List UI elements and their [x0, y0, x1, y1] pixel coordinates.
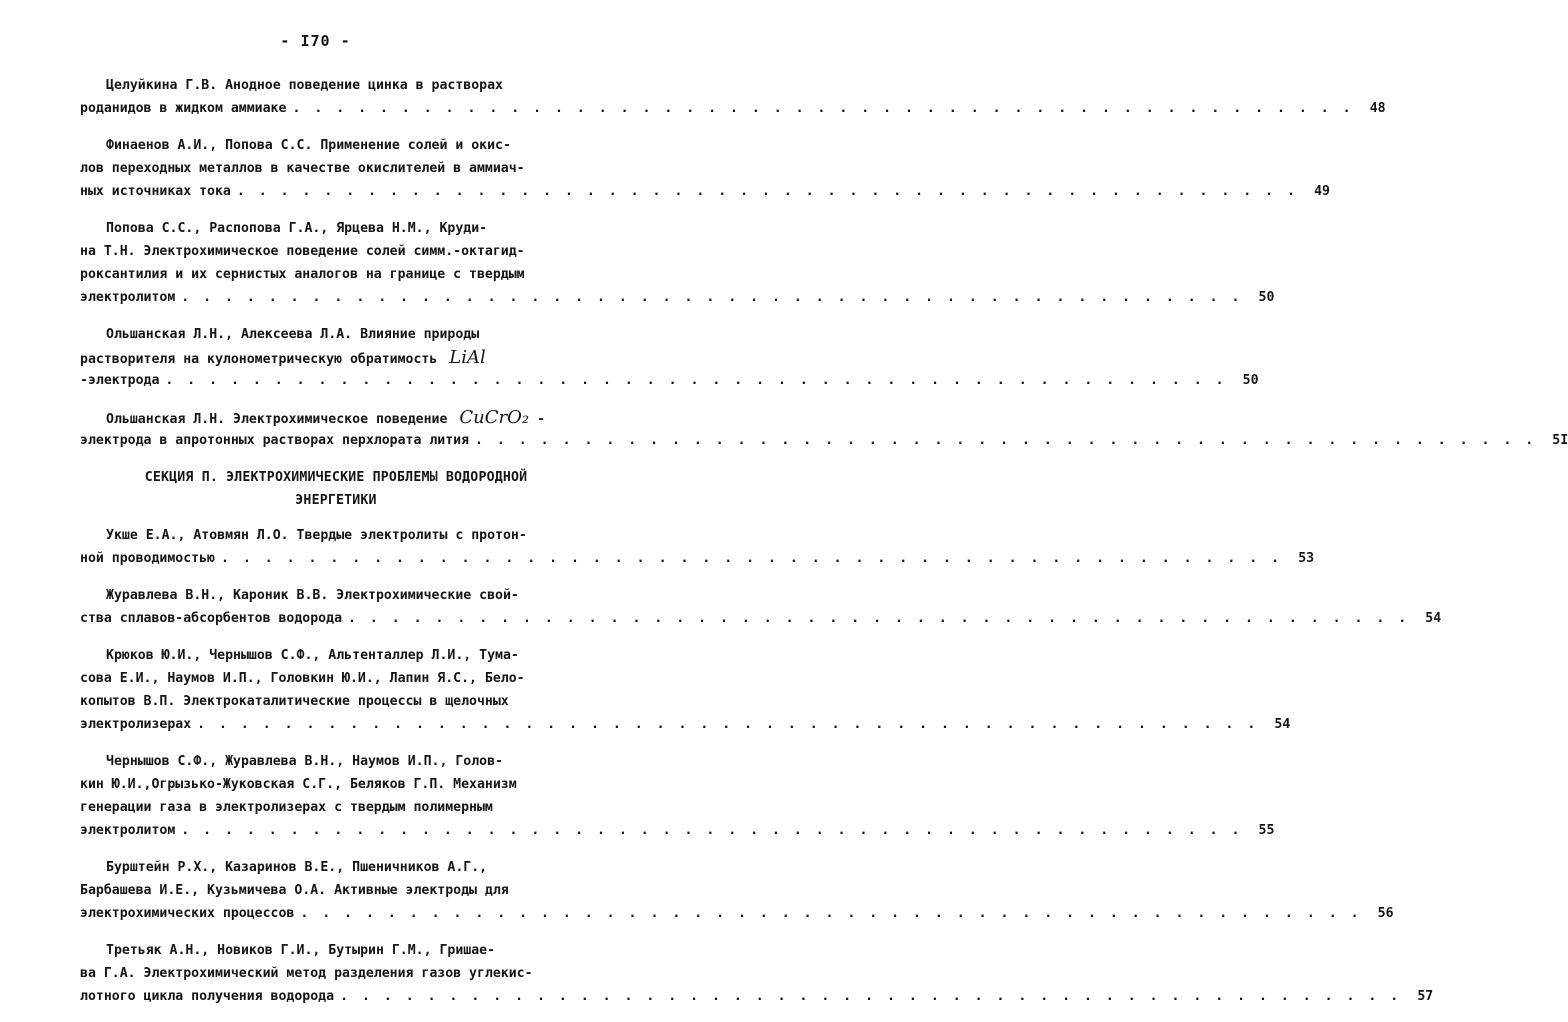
- page-reference: 54: [1274, 717, 1291, 732]
- page-reference: 49: [1314, 184, 1330, 199]
- entry-line: кин Ю.И.,Огрызько-Жуковская С.Г., Беляков Г.П. Механизм: [80, 777, 517, 792]
- entry-line-last: [80, 286, 1275, 309]
- dot-leader: . . . . . . . . . . . . . . . . . . . . . . . . . . . . . . . . . . . . . . . . . . . . . . . . .: [340, 989, 1402, 1004]
- entry-line: Финаенов А.И., Попова С.С. Применение солей и окис-: [106, 138, 511, 153]
- toc-entry: [80, 584, 1442, 630]
- dot-leader: . . . . . . . . . . . . . . . . . . . . . . . . . . . . . . . . . . . . . . . . . . . . . . . . .: [475, 433, 1537, 448]
- page-reference: 54: [1425, 611, 1442, 626]
- entry-line: Крюков Ю.И., Чернышов С.Ф., Альтенталлер Л.И., Тума-: [106, 648, 519, 663]
- entry-text: -электрода: [80, 373, 160, 388]
- entry-line-last: [80, 985, 1434, 1008]
- entry-line: копытов В.П. Электрокаталитические процессы в щелочных: [80, 694, 509, 709]
- entry-text: электролизерах: [80, 717, 192, 732]
- entry-text: ной проводимостью: [80, 551, 215, 566]
- entry-line: Укше Е.А., Атовмян Л.О. Твердые электролиты с протон-: [106, 528, 527, 543]
- page-reference: 50: [1258, 290, 1275, 305]
- entry-line-last: [80, 713, 1291, 736]
- entry-line: [80, 406, 592, 429]
- toc-entry: [80, 856, 1394, 925]
- handwritten-formula: CuCrO₂: [459, 407, 530, 428]
- dot-leader: . . . . . . . . . . . . . . . . . . . . . . . . . . . . . . . . . . . . . . . . . . . . . . . . .: [197, 717, 1259, 732]
- entry-line-last: [80, 429, 1568, 452]
- toc-entry: [80, 644, 1291, 736]
- entry-line-last: [80, 97, 1386, 120]
- toc-entry: [80, 750, 1275, 842]
- page-number: - I70 -: [280, 32, 351, 50]
- table-of-contents: [80, 74, 1568, 1022]
- entry-line-last: [80, 819, 1275, 842]
- entry-text: ных источниках тока: [80, 184, 231, 199]
- entry-text: ства сплавов-абсорбентов водорода: [80, 611, 343, 626]
- section-heading-line: СЕКЦИЯ П. ЭЛЕКТРОХИМИЧЕСКИЕ ПРОБЛЕМЫ ВОДОРОДНОЙ: [144, 470, 528, 485]
- toc-entry: [80, 524, 1315, 570]
- page-reference: 57: [1417, 989, 1434, 1004]
- entry-line: на Т.Н. Электрохимическое поведение солей симм.-октагид-: [80, 244, 525, 259]
- entry-line-last: [80, 547, 1315, 570]
- entry-line: Попова С.С., Распопова Г.А., Ярцева Н.М., Круди-: [106, 221, 488, 236]
- entry-line: Третьяк А.Н., Новиков Г.И., Бутырин Г.М., Гришае-: [106, 943, 496, 958]
- dot-leader: . . . . . . . . . . . . . . . . . . . . . . . . . . . . . . . . . . . . . . . . . . . . . . . . .: [181, 823, 1243, 838]
- dot-leader: . . . . . . . . . . . . . . . . . . . . . . . . . . . . . . . . . . . . . . . . . . . . . . . . .: [236, 184, 1298, 199]
- toc-entry: [80, 939, 1434, 1008]
- dash: -: [529, 412, 546, 427]
- page-reference: 55: [1258, 823, 1275, 838]
- toc-entry: [80, 217, 1275, 309]
- entry-text: электрода в апротонных растворах перхлората лития: [80, 433, 470, 448]
- entry-line: Барбашева И.Е., Кузьмичева О.А. Активные электроды для: [80, 883, 509, 898]
- entry-line: Бурштейн Р.Х., Казаринов В.Е., Пшеничников А.Г.,: [106, 860, 488, 875]
- section-heading: [80, 466, 592, 512]
- entry-text: электролитом: [80, 823, 176, 838]
- page-reference: 50: [1242, 373, 1259, 388]
- toc-entry: [80, 134, 1330, 203]
- page-reference: 5I: [1552, 433, 1568, 448]
- entry-line-last: [80, 369, 1259, 392]
- page-reference: 48: [1369, 101, 1386, 116]
- entry-line-last: [80, 902, 1394, 925]
- page-reference: 56: [1377, 906, 1394, 921]
- entry-text: Ольшанская Л.Н. Электрохимическое поведение: [106, 412, 448, 427]
- entry-text: роданидов в жидком аммиаке: [80, 101, 287, 116]
- entry-line: лов переходных металлов в качестве окислителей в аммиач-: [80, 161, 525, 176]
- toc-entry: [80, 74, 1386, 120]
- entry-line: ва Г.А. Электрохимический метод разделения газов углекис-: [80, 966, 533, 981]
- section-heading-line: ЭНЕРГЕТИКИ: [295, 493, 377, 508]
- toc-entry: [80, 323, 1259, 392]
- page-reference: 53: [1298, 551, 1315, 566]
- entry-line: генерации газа в электролизерах с твердым полимерным: [80, 800, 493, 815]
- handwritten-formula: LiAl: [449, 347, 486, 368]
- entry-text: электролитом: [80, 290, 176, 305]
- dot-leader: . . . . . . . . . . . . . . . . . . . . . . . . . . . . . . . . . . . . . . . . . . . . . . . . .: [165, 373, 1227, 388]
- entry-line: Журавлева В.Н., Кароник В.В. Электрохимические свой-: [106, 588, 519, 603]
- entry-line: Целуйкина Г.В. Анодное поведение цинка в растворах: [106, 78, 503, 93]
- entry-line: [80, 346, 592, 369]
- dot-leader: . . . . . . . . . . . . . . . . . . . . . . . . . . . . . . . . . . . . . . . . . . . . . . . . .: [292, 101, 1354, 116]
- entry-line-last: [80, 180, 1330, 203]
- dot-leader: . . . . . . . . . . . . . . . . . . . . . . . . . . . . . . . . . . . . . . . . . . . . . . . . .: [181, 290, 1243, 305]
- entry-line: Ольшанская Л.Н., Алексеева Л.А. Влияние природы: [106, 327, 480, 342]
- entry-line: роксантилия и их сернистых аналогов на границе с твердым: [80, 267, 525, 282]
- dot-leader: . . . . . . . . . . . . . . . . . . . . . . . . . . . . . . . . . . . . . . . . . . . . . . . . .: [300, 906, 1362, 921]
- entry-text: электрохимических процессов: [80, 906, 295, 921]
- entry-line: сова Е.И., Наумов И.П., Головкин Ю.И., Лапин Я.С., Бело-: [80, 671, 525, 686]
- entry-text: лотного цикла получения водорода: [80, 989, 335, 1004]
- entry-line-last: [80, 607, 1442, 630]
- toc-entry: [80, 406, 1568, 452]
- entry-line: Чернышов С.Ф., Журавлева В.Н., Наумов И.П., Голов-: [106, 754, 503, 769]
- dot-leader: . . . . . . . . . . . . . . . . . . . . . . . . . . . . . . . . . . . . . . . . . . . . . . . . .: [220, 551, 1283, 566]
- entry-text: растворителя на кулонометрическую обратимость: [80, 352, 438, 367]
- dot-leader: . . . . . . . . . . . . . . . . . . . . . . . . . . . . . . . . . . . . . . . . . . . . . . . . .: [348, 611, 1410, 626]
